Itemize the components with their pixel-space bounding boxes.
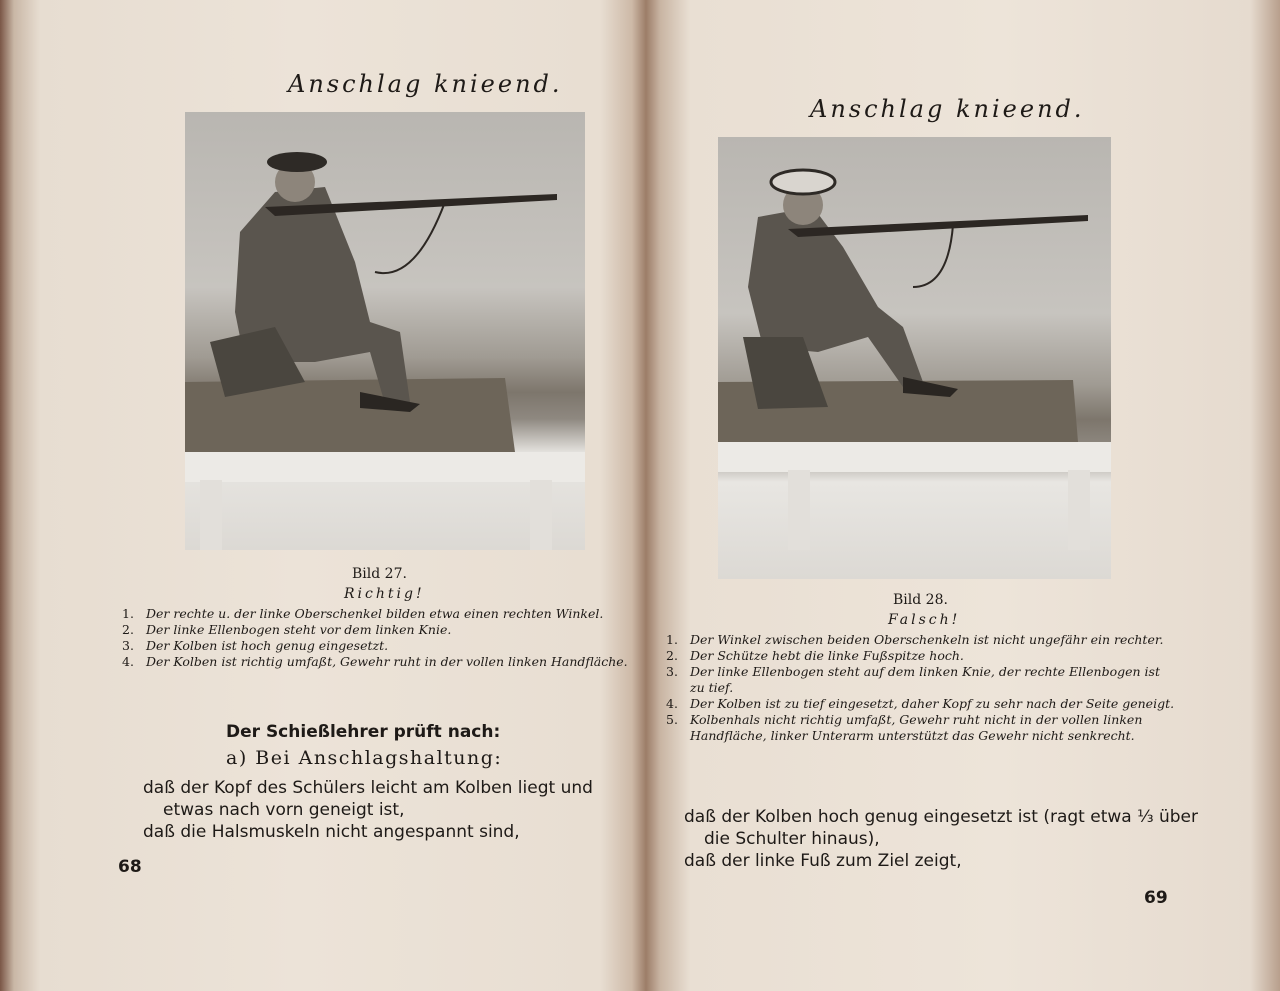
body-line: daß der Kopf des Schülers leicht am Kolben liegt und: [143, 778, 593, 798]
bench-leg: [1068, 470, 1090, 550]
section-heading: Der Schießlehrer prüft nach:: [226, 722, 501, 742]
errors-list: [666, 632, 1176, 744]
section-subheading: a) Bei Anschlagshaltung:: [226, 747, 503, 769]
body-line: daß die Halsmuskeln nicht angespannt sind,: [143, 822, 520, 842]
list-item: 5. Kolbenhals nicht richtig umfaßt, Gewehr ruht nicht in der vollen linken Handfläche, linker Unterarm unterstützt das Gewehr nicht senkrecht.: [666, 712, 1143, 743]
bench-leg: [200, 480, 222, 550]
left-page: [40, 0, 640, 991]
bench-top: [185, 452, 585, 482]
running-title: Anschlag knieend.: [288, 70, 563, 98]
list-item: 1. Der rechte u. der linke Oberschenkel bilden etwa einen rechten Winkel.: [122, 606, 604, 621]
verdict-correct: Richtig!: [344, 586, 425, 602]
list-item: 2. Der Schütze hebt die linke Fußspitze hoch.: [666, 648, 964, 663]
figure-caption: Bild 27.: [352, 566, 407, 582]
body-paragraph: [143, 777, 593, 843]
bench-leg: [788, 470, 810, 550]
bench-top: [718, 442, 1111, 472]
rifle-sling: [913, 225, 953, 287]
verdict-wrong: Falsch!: [888, 612, 961, 628]
photo-illustration: [718, 137, 1111, 579]
list-item: 3. Der linke Ellenbogen steht auf dem linken Knie, der rechte Ellenbogen ist zu tief.: [666, 664, 1160, 695]
photo-kneeling-correct: [185, 112, 585, 550]
soldier-cap: [267, 152, 327, 172]
photo-kneeling-wrong: [718, 137, 1111, 579]
figure-caption: Bild 28.: [893, 592, 948, 608]
photo-illustration: [185, 112, 585, 550]
rifle-sling: [375, 202, 445, 273]
page-number: 68: [118, 857, 142, 877]
running-title: Anschlag knieend.: [810, 95, 1085, 123]
rifle: [788, 215, 1088, 237]
soldier-cap: [771, 170, 835, 194]
body-line: die Schulter hinaus),: [704, 829, 880, 849]
body-line: etwas nach vorn geneigt ist,: [163, 800, 405, 820]
body-line: daß der linke Fuß zum Ziel zeigt,: [684, 851, 962, 871]
list-item: 4. Der Kolben ist zu tief eingesetzt, daher Kopf zu sehr nach der Seite geneigt.: [666, 696, 1175, 711]
list-item: 1. Der Winkel zwischen beiden Oberschenkeln ist nicht ungefähr ein rechter.: [666, 632, 1164, 647]
bench-leg: [530, 480, 552, 550]
body-line: daß der Kolben hoch genug eingesetzt ist (ragt etwa ⅓ über: [684, 807, 1198, 827]
body-paragraph: [684, 806, 1198, 872]
criteria-list: [122, 606, 630, 670]
right-page: [660, 0, 1260, 991]
list-item: 4. Der Kolben ist richtig umfaßt, Gewehr ruht in der vollen linken Handfläche.: [122, 654, 628, 669]
page-number: 69: [1144, 888, 1168, 908]
list-item: 3. Der Kolben ist hoch genug eingesetzt.: [122, 638, 389, 653]
list-item: 2. Der linke Ellenbogen steht vor dem linken Knie.: [122, 622, 452, 637]
